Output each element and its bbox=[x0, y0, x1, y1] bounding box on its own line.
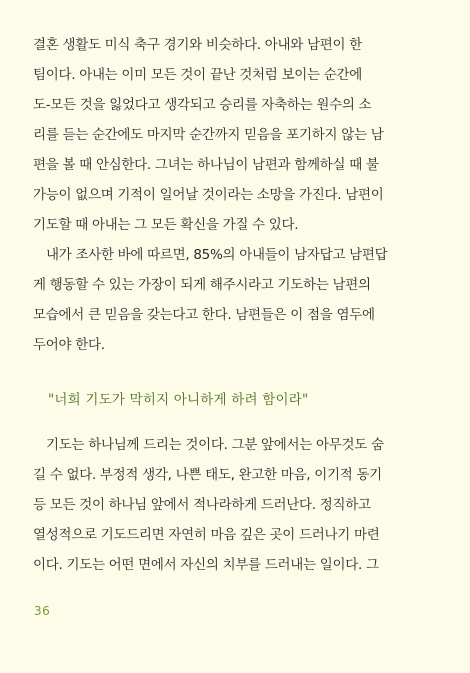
paragraph-1 bbox=[33, 30, 429, 240]
paragraph-line: 편을 볼 때 안심한다. 그녀는 하나님이 남편과 함께하실 때 불 bbox=[33, 157, 379, 173]
paragraph-line: 길 수 없다. 부정적 생각, 나쁜 태도, 완고한 마음, 이기적 동기 bbox=[33, 467, 382, 483]
paragraph-line: 리를 듣는 순간에도 마지막 순간까지 믿음을 포기하지 않는 남 bbox=[33, 127, 384, 143]
paragraph-line: 가능이 없으며 기적이 일어날 것이라는 소망을 가진다. 남편이 bbox=[33, 187, 384, 203]
paragraph-line: 이다. 기도는 어떤 면에서 자신의 치부를 드러내는 일이다. 그 bbox=[33, 557, 379, 573]
paragraph-line: 열성적으로 기도드리면 자연히 마음 깊은 곳이 드러나기 마련 bbox=[33, 527, 380, 543]
scripture-quote: "너희 기도가 막히지 아니하게 하려 함이라" bbox=[48, 392, 309, 408]
paragraph-line: 게 행동할 수 있는 가장이 되게 해주시라고 기도하는 남편의 bbox=[33, 277, 371, 293]
paragraph-line: 기도할 때 아내는 그 모든 확신을 가질 수 있다. bbox=[33, 217, 299, 233]
page-number: 36 bbox=[34, 604, 51, 618]
paragraph-line: 결혼 생활도 미식 축구 경기와 비슷하다. 아내와 남편이 한 bbox=[33, 37, 362, 53]
paragraph-line: 팀이다. 아내는 이미 모든 것이 끝난 것처럼 보이는 순간에 bbox=[33, 67, 362, 83]
paragraph-line: 두어야 한다. bbox=[33, 337, 105, 353]
paragraph-line: 내가 조사한 바에 따르면, 85%의 아내들이 남자답고 남편답 bbox=[46, 247, 388, 263]
paragraph-2 bbox=[33, 240, 429, 360]
paragraph-line: 모습에서 큰 믿음을 갖는다고 한다. 남편들은 이 점을 염두에 bbox=[33, 307, 375, 323]
paragraph-line: 도-모든 것을 잃었다고 생각되고 승리를 자축하는 원수의 소 bbox=[33, 97, 372, 113]
paragraph-line: 기도는 하나님께 드리는 것이다. 그분 앞에서는 아무것도 숨 bbox=[46, 437, 384, 453]
paragraph-line: 등 모든 것이 하나님 앞에서 적나라하게 드러난다. 정직하고 bbox=[33, 497, 371, 513]
paragraph-3 bbox=[33, 430, 429, 580]
